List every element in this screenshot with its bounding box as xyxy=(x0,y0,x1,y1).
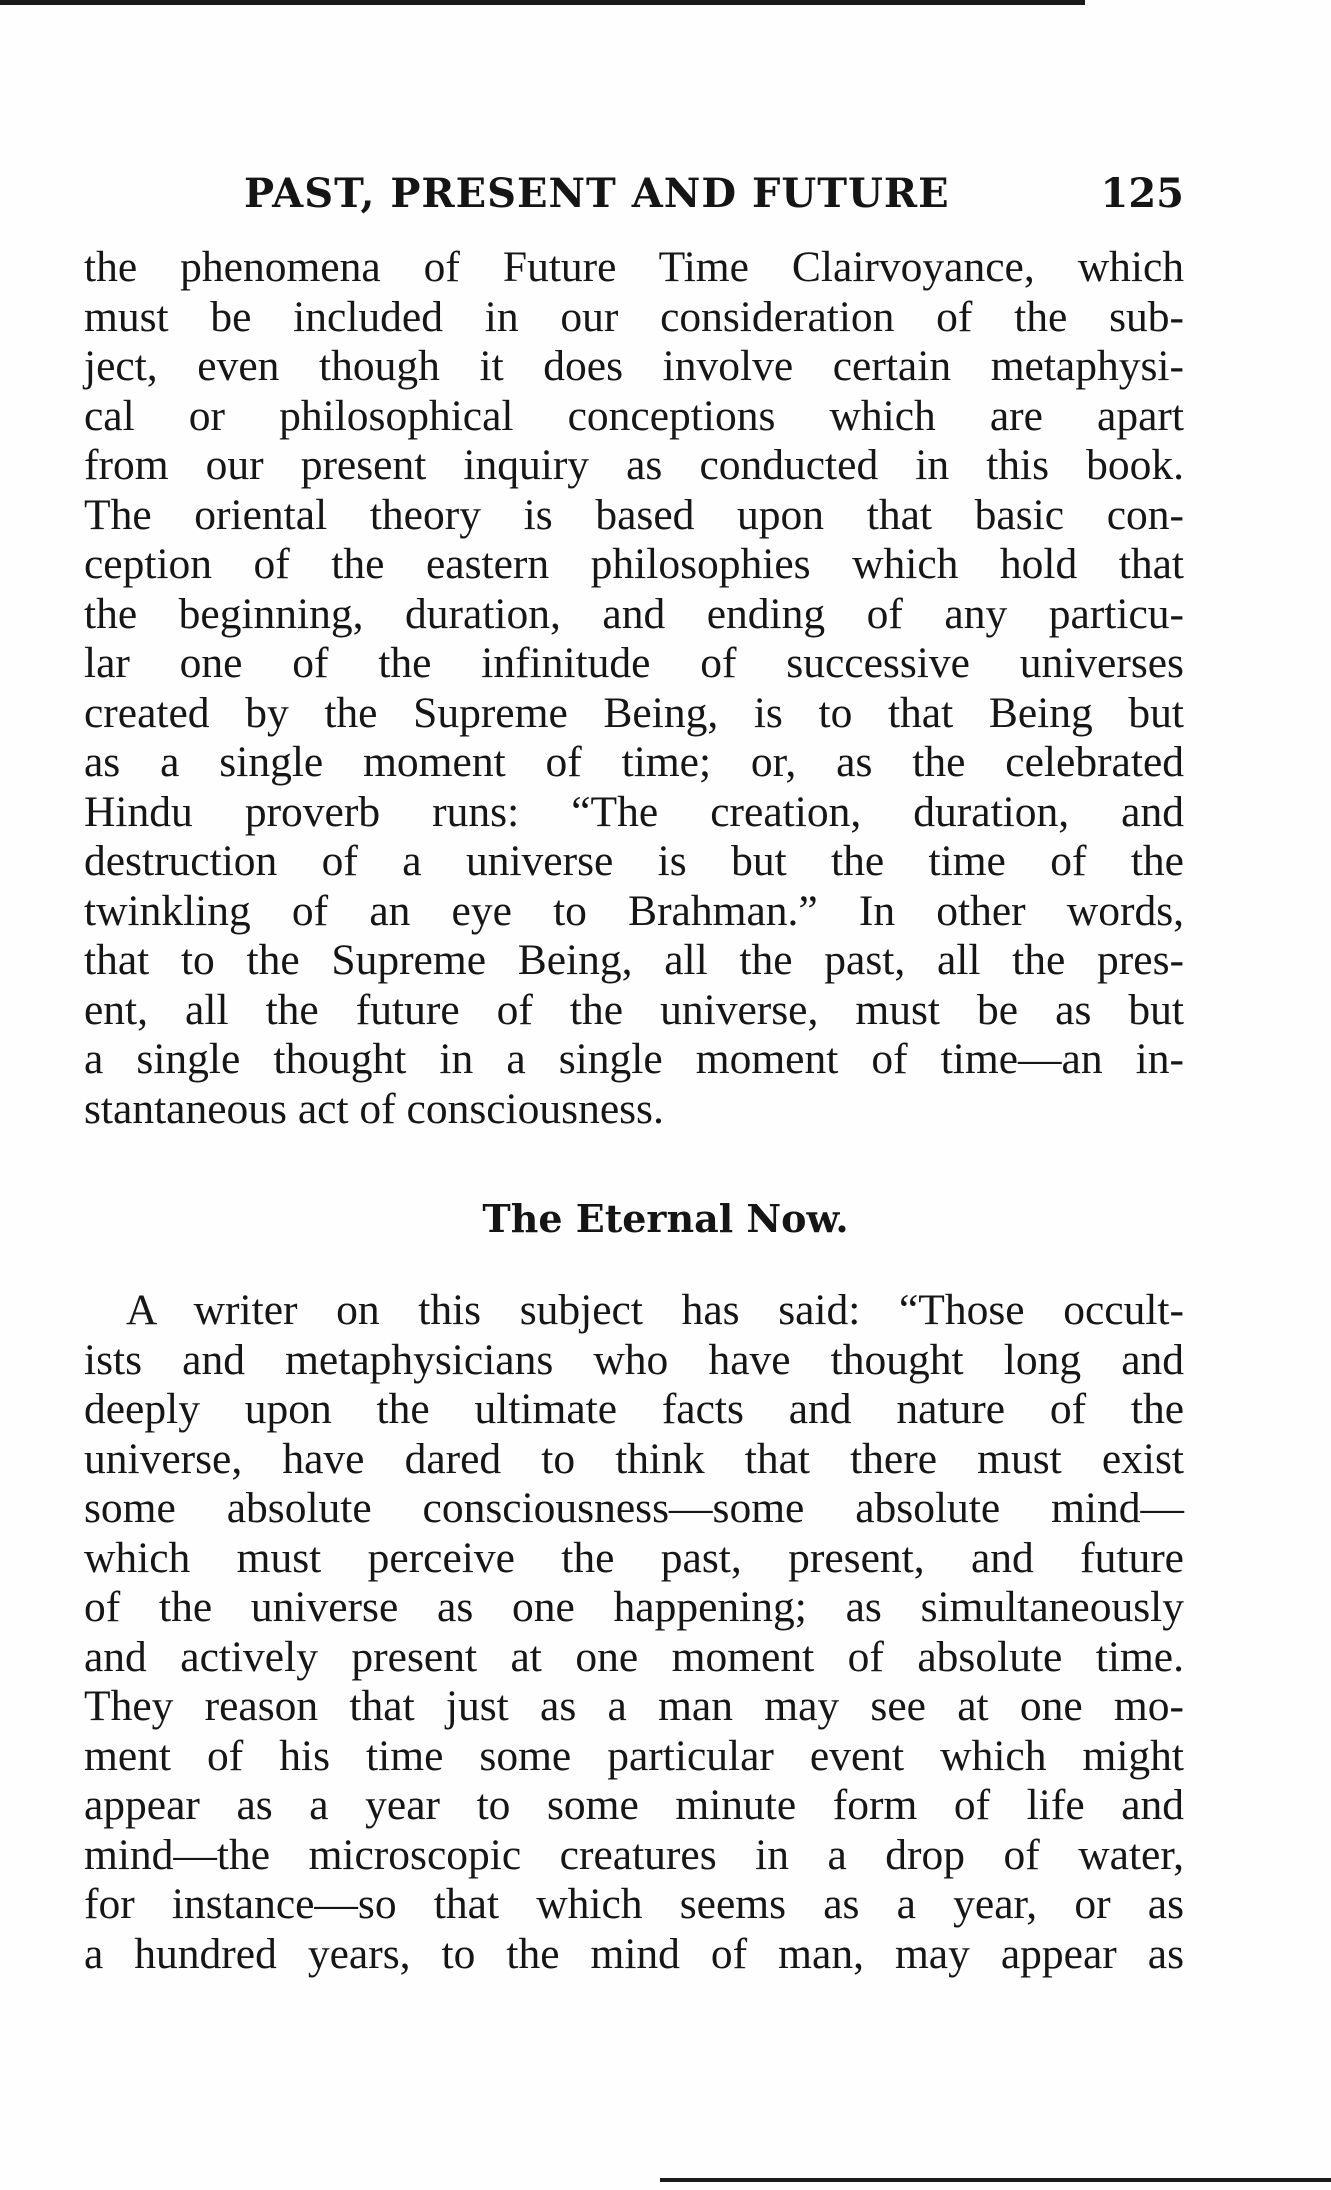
text-line: ists and metaphysicians who have thought long and xyxy=(84,1335,1184,1384)
text-line: stantaneous act of consciousness. xyxy=(84,1084,664,1133)
running-head xyxy=(84,170,1184,230)
text-line: as a single moment of time; or, as the celebrated xyxy=(84,738,1184,786)
text-line: deeply upon the ultimate facts and nature of the xyxy=(84,1385,1184,1433)
text-line: twinkling of an eye to Brahman.” In other words, xyxy=(84,886,1184,935)
text-line: some absolute consciousness—some absolute mind— xyxy=(84,1484,1184,1532)
text-line: cal or philosophical conceptions which are apart xyxy=(84,391,1184,440)
paragraph-2 xyxy=(84,1286,1184,1979)
text-line: ject, even though it does involve certain metaphysi- xyxy=(84,342,1184,390)
section-heading: The Eternal Now. xyxy=(482,1196,849,1241)
text-line: lar one of the infinitude of successive universes xyxy=(84,639,1184,687)
text-line: ent, all the future of the universe, must be as but xyxy=(84,985,1184,1034)
text-line: destruction of a universe is but the time of the xyxy=(84,837,1184,885)
text-line: a single thought in a single moment of time—an in- xyxy=(84,1035,1184,1083)
text-line: created by the Supreme Being, is to that Being but xyxy=(84,688,1184,737)
text-line: A writer on this subject has said: “Those occult- xyxy=(126,1286,1184,1334)
text-line: mind—the microscopic creatures in a drop of water, xyxy=(84,1830,1184,1879)
text-line: that to the Supreme Being, all the past, all the pres- xyxy=(84,936,1184,984)
text-line: must be included in our consideration of the sub- xyxy=(84,292,1184,341)
text-line: They reason that just as a man may see at one mo- xyxy=(84,1682,1184,1730)
text-line: from our present inquiry as conducted in this book. xyxy=(84,441,1184,489)
text-line: universe, have dared to think that there must exist xyxy=(84,1434,1184,1483)
running-title: PAST, PRESENT AND FUTURE xyxy=(244,170,950,217)
text-line: for instance—so that which seems as a year, or as xyxy=(84,1880,1184,1928)
page-number: 125 xyxy=(1100,170,1184,217)
text-line: and actively present at one moment of absolute time. xyxy=(84,1632,1184,1681)
text-line: the beginning, duration, and ending of any particu- xyxy=(84,589,1184,638)
paragraph-1 xyxy=(84,243,1184,1134)
text-line: the phenomena of Future Time Clairvoyance, which xyxy=(84,243,1184,291)
text-line: ception of the eastern philosophies which hold that xyxy=(84,540,1184,588)
bottom-edge-rule xyxy=(660,2178,1331,2182)
text-line: The oriental theory is based upon that basic con- xyxy=(84,490,1184,539)
text-line: ment of his time some particular event which might xyxy=(84,1731,1184,1780)
text-line: Hindu proverb runs: “The creation, duration, and xyxy=(84,787,1184,836)
text-line: appear as a year to some minute form of life and xyxy=(84,1781,1184,1829)
top-edge-rule xyxy=(0,0,1085,5)
text-line: of the universe as one happening; as simultaneously xyxy=(84,1583,1184,1631)
text-line: a hundred years, to the mind of man, may appear as xyxy=(84,1929,1184,1978)
text-line: which must perceive the past, present, and future xyxy=(84,1533,1184,1582)
